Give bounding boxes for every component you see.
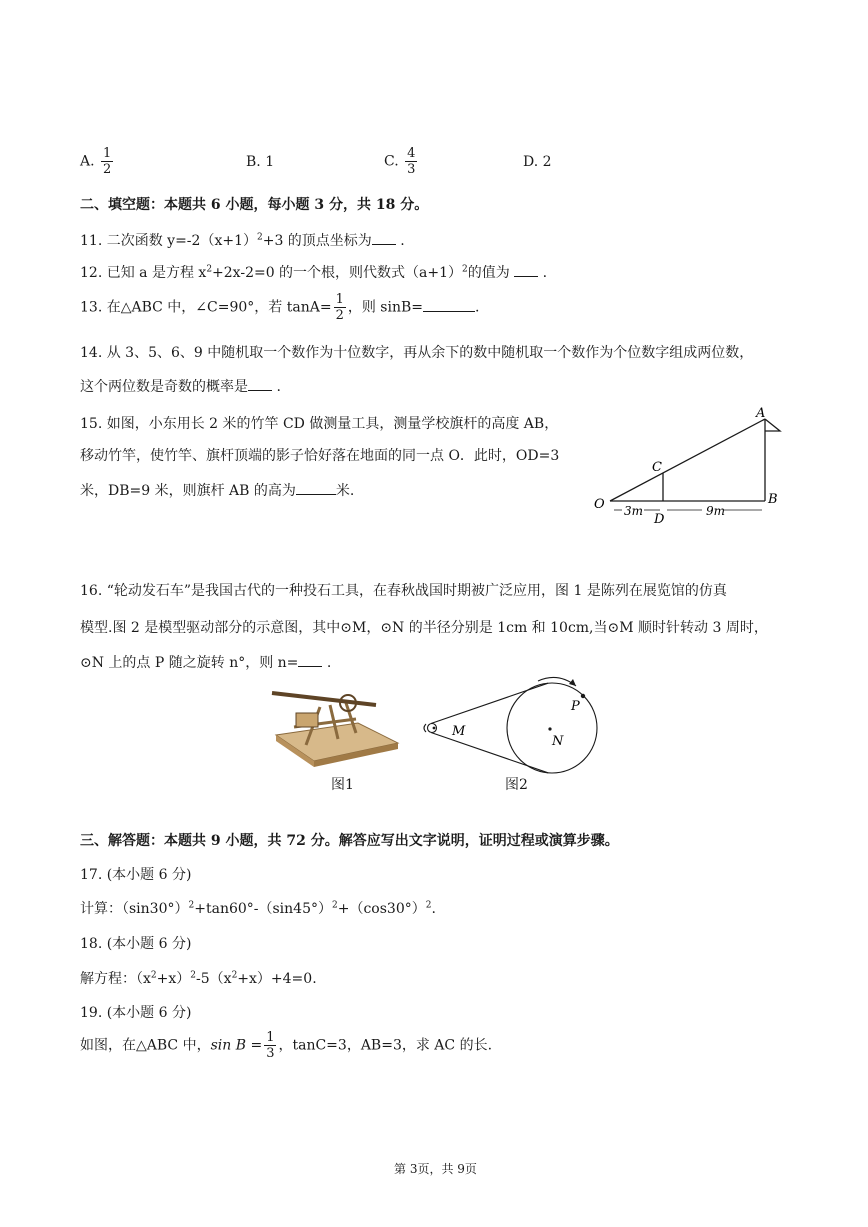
option-c-fraction (405, 146, 417, 177)
option-a-fraction (101, 146, 113, 177)
q18-text-4: +x）+4=0. (237, 971, 317, 987)
q17-sup-1: 2 (188, 900, 195, 911)
q19-sinb: sin B = (210, 1037, 263, 1054)
shadow-ray (610, 419, 765, 501)
q18-sup-2: 2 (190, 970, 197, 981)
q14-text: 这个两位数是奇数的概率是 (80, 379, 248, 395)
question-14-line-1: 14. 从 3、5、6、9 中随机取一个数作为十位数字，再从余下的数中随机取一个数作为个位数字组成两位数， (80, 345, 754, 361)
answer-blank[interactable] (248, 378, 272, 391)
q13-text-2: ，则 sinB= (347, 299, 424, 316)
wheel-diagram (418, 668, 608, 778)
question-17-header: 17. (本小题 6 分) (80, 867, 192, 883)
label-p: P (571, 699, 580, 714)
fraction-numerator: 4 (407, 146, 416, 161)
question-11 (80, 230, 405, 250)
q16-end: . (322, 655, 332, 671)
q14-end: . (272, 379, 281, 395)
label-n: N (552, 734, 564, 749)
question-16-line-1: 16. “轮动发石车”是我国古代的一种投石工具，在春秋战国时期被广泛应用，图 1 是陈列在展览馆的仿真 (80, 583, 727, 599)
q18-sup-1: 2 (150, 970, 157, 981)
question-16-line-3 (80, 652, 331, 672)
answer-blank[interactable] (298, 654, 322, 667)
q11-sup: 2 (256, 232, 263, 243)
question-13 (80, 292, 479, 323)
fraction-numerator: 1 (266, 1030, 275, 1045)
option-a-label: A. (80, 153, 95, 170)
question-19-header: 19. (本小题 6 分) (80, 1005, 192, 1021)
fraction-denominator: 2 (103, 162, 112, 177)
question-15-line-2: 移动竹竿，使竹竿、旗杆顶端的影子恰好落在地面的同一点 O．此时，OD=3 (80, 448, 560, 464)
figure-2-caption: 图2 (505, 777, 528, 793)
q15-end: 米. (335, 483, 355, 499)
question-15-line-1: 15. 如图，小东用长 2 米的竹竿 CD 做测量工具，测量学校旗杆的高度 AB， (80, 416, 559, 432)
flagpole-figure (588, 405, 798, 530)
question-16-line-2: 模型.图 2 是模型驱动部分的示意图，其中⊙M，⊙N 的半径分别是 1cm 和 10cm,当⊙M 顺时针转动 3 周时， (80, 620, 768, 636)
q18-text-3: -5（x (196, 971, 232, 987)
question-14-line-2 (80, 376, 281, 396)
q13-text-1: 13. 在△ABC 中，∠C=90°，若 tanA= (80, 299, 332, 316)
length-db: 9m (706, 504, 726, 518)
q12-text-2: +2x-2=0 的一个根，则代数式（a+1） (212, 265, 463, 281)
fraction-numerator: 1 (103, 146, 112, 161)
q15-text: 米，DB=9 米，则旗杆 AB 的高为 (80, 483, 296, 499)
answer-blank[interactable] (423, 299, 475, 312)
point-n (548, 727, 551, 730)
label-a: A (756, 406, 766, 421)
option-c-label: C. (384, 153, 399, 170)
q17-end: . (431, 901, 436, 917)
point-p (581, 694, 585, 698)
fraction-numerator: 1 (335, 292, 344, 307)
length-od: 3m (624, 504, 644, 518)
question-12 (80, 262, 547, 282)
q12-text-3: 的值为 (467, 265, 510, 281)
label-m: M (452, 724, 466, 739)
catapult-model-image (266, 683, 404, 767)
q11-text-2: +3 的顶点坐标为 (262, 233, 372, 249)
fraction-denominator: 2 (335, 308, 344, 323)
option-c (384, 146, 419, 177)
q13-fraction (334, 292, 346, 323)
catapult-arm (272, 693, 376, 705)
q12-sup-2: 2 (462, 264, 468, 275)
answer-blank[interactable] (372, 232, 396, 245)
label-c: C (652, 460, 662, 475)
q18-sup-3: 2 (231, 970, 238, 981)
q19-text-2: ，tanC=3，AB=3，求 AC 的长. (278, 1037, 493, 1054)
q17-text-2: +tan60°-（sin45°） (194, 901, 332, 917)
question-18 (80, 968, 317, 988)
m-rotation-arrow (424, 724, 426, 732)
q19-text-1: 如图，在△ABC 中， (80, 1037, 211, 1054)
q18-text-1: 解方程：（x (80, 971, 151, 987)
page-footer: 第 3页，共 9页 (394, 1162, 477, 1176)
section3-title: 三、解答题：本题共 9 小题，共 72 分。解答应写出文字说明，证明过程或演算步骤。 (80, 833, 619, 849)
q17-sup-2: 2 (332, 900, 338, 911)
label-d: D (654, 512, 665, 527)
q17-text-3: +（cos30°） (337, 901, 426, 917)
q11-end: . (395, 233, 405, 249)
option-a (80, 146, 115, 177)
q13-end: . (475, 299, 480, 316)
q19-fraction (264, 1030, 276, 1061)
belt-lower (431, 733, 548, 773)
catapult-box (296, 713, 318, 727)
label-b: B (768, 492, 778, 507)
point-m (433, 727, 436, 730)
q16-text: ⊙N 上的点 P 随之旋转 n°，则 n= (80, 655, 299, 671)
question-15-line-3 (80, 480, 354, 500)
question-17 (80, 898, 436, 918)
question-19 (80, 1030, 492, 1061)
belt-upper (431, 683, 548, 723)
flag (765, 419, 780, 431)
answer-blank[interactable] (514, 264, 538, 277)
answer-blank[interactable] (296, 482, 336, 495)
q12-sup-1: 2 (206, 264, 213, 275)
figure-1-caption: 图1 (331, 777, 354, 793)
option-d: D. 2 (523, 154, 552, 170)
question-18-header: 18. (本小题 6 分) (80, 936, 192, 952)
q17-text-1: 计算：（sin30°） (80, 901, 189, 917)
q17-sup-3: 2 (425, 900, 432, 911)
fraction-denominator: 3 (407, 162, 416, 177)
q12-text-1: 12. 已知 a 是方程 x (80, 265, 207, 281)
option-b: B. 1 (246, 154, 275, 170)
q11-text-1: 11. 二次函数 y=-2（x+1） (80, 233, 257, 249)
q18-text-2: +x） (156, 971, 191, 987)
q12-end: . (538, 265, 548, 281)
fraction-denominator: 3 (266, 1046, 275, 1061)
label-o: O (594, 497, 605, 512)
section2-title: 二、填空题：本题共 6 小题，每小题 3 分，共 18 分。 (80, 197, 429, 213)
